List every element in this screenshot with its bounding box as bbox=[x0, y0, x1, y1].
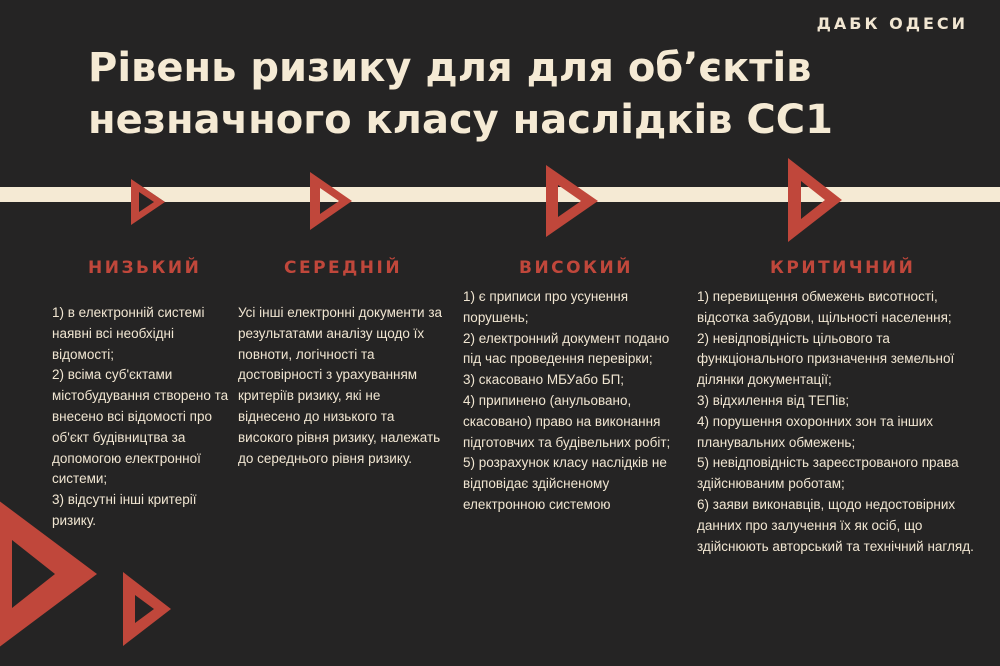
list-item: 3) скасовано МБУабо БП; bbox=[463, 372, 625, 388]
organization-label: ДАБК ОДЕСИ bbox=[816, 14, 968, 33]
marker-high-icon bbox=[544, 163, 600, 239]
list-item: 5) невідповідність зареєстрованого права здійснюваним роботам; bbox=[697, 455, 959, 492]
level-name-low: НИЗЬКИЙ bbox=[88, 258, 202, 278]
list-item: 3) відсутні інші критерії ризику. bbox=[52, 492, 197, 528]
list-item: 1) є приписи про усунення порушень; bbox=[463, 289, 629, 325]
level-name-high: ВИСОКИЙ bbox=[519, 258, 633, 278]
marker-medium-icon bbox=[308, 170, 354, 232]
list-item: 4) порушення охоронних зон та інших планувальних обмежень; bbox=[697, 413, 934, 450]
title-line-1: Рівень ризику для для об’єктів bbox=[88, 45, 812, 91]
level-description-critical bbox=[697, 287, 982, 557]
list-item: 5) розрахунок класу наслідків не відповідає здійсненому електронною системою bbox=[463, 455, 667, 512]
page-title bbox=[88, 42, 948, 146]
decorative-small-triangle-icon bbox=[121, 570, 173, 650]
list-item: 6) заяви виконавців, щодо недостовірних данних про залучення їх як осіб, що здійснюють авторський та технічний нагляд. bbox=[697, 496, 974, 554]
list-item: Усі інші електронні документи за результатами аналізу щодо їх повноти, логічності та достовірності з урахуванням критеріїв ризику, які не віднесено до низького та високого рівня ризику, належать до середнього рівня ризику. bbox=[238, 305, 443, 466]
decorative-large-triangle-icon bbox=[0, 492, 100, 666]
level-description-medium bbox=[238, 303, 443, 469]
list-item: 1) в електронній системі наявні всі необхідні відомості; bbox=[52, 305, 205, 362]
title-line-2: незначного класу наслідків СС1 bbox=[88, 97, 833, 143]
list-item: 2) всіма суб'єктами містобудування створено та внесено всі відомості про об'єкт будівництва за допомогою електронної системи; bbox=[52, 367, 229, 487]
level-name-medium: СЕРЕДНІЙ bbox=[284, 258, 403, 278]
marker-critical-icon bbox=[786, 156, 844, 244]
level-description-high bbox=[463, 287, 681, 516]
level-name-critical: КРИТИЧНИЙ bbox=[770, 258, 916, 278]
list-item: 3) відхилення від ТЕПів; bbox=[697, 392, 850, 408]
list-item: 2) невідповідність цільового та функціонального призначення земельної ділянки документації; bbox=[697, 330, 955, 388]
list-item: 1) перевищення обмежень висотності, відсотка забудови, щільності населення; bbox=[697, 289, 952, 325]
marker-low-icon bbox=[129, 177, 167, 227]
list-item: 4) припинено (анульовано, скасовано) право на виконання підготовчих та будівельних робіт; bbox=[463, 392, 671, 450]
list-item: 2) електронний документ подано під час проведення перевірки; bbox=[463, 330, 670, 367]
